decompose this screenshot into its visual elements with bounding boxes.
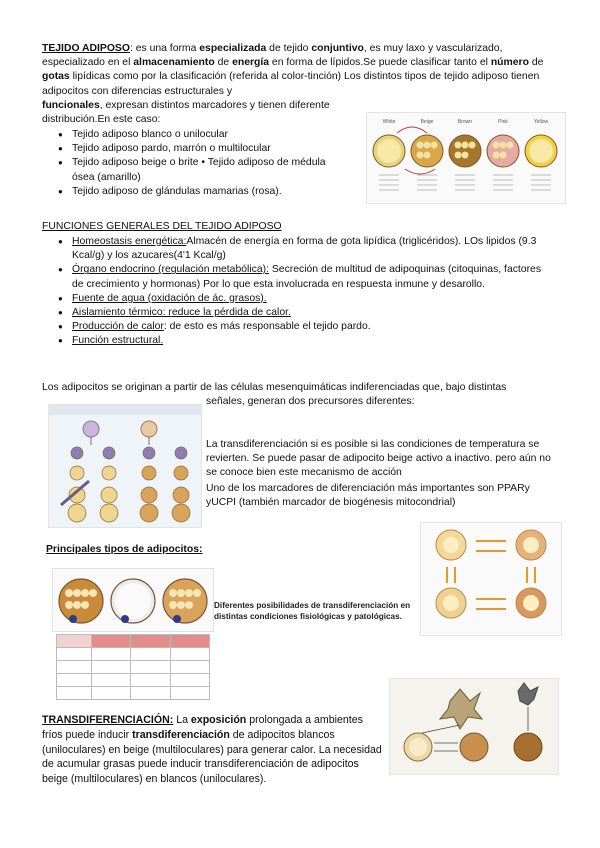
main-types-caption: Diferentes posibilidades de transdiferenciación en distintas condiciones fisiológicas y patológicas. <box>214 601 411 621</box>
cell-type-label: Beige <box>420 119 434 125</box>
list-item: ● Tejido adiposo blanco o unilocular <box>50 128 350 142</box>
adipocyte-cell <box>59 579 103 623</box>
list-item: ● Producción de calor: de esto es más responsable el tejido pardo. <box>50 320 550 334</box>
adipocyte-cell <box>163 579 207 623</box>
adipocyte-cell <box>103 447 115 459</box>
adipocyte-cell <box>460 733 488 761</box>
adipocyte-cell <box>101 487 117 503</box>
lipid-droplet <box>443 595 459 611</box>
adipocyte-cell <box>487 135 519 167</box>
adipocyte-cell <box>70 466 84 480</box>
lipid-droplet <box>81 589 89 597</box>
adipocyte-cell <box>514 733 542 761</box>
origin-paragraph-2: Uno de los marcadores de diferenciación más importantes son PPARy yUCPI (también marcador de biogénesis mitocondrial) <box>206 483 530 509</box>
adipocyte-cell <box>449 135 481 167</box>
adipocyte-cell <box>173 487 189 503</box>
lipid-droplet <box>529 139 553 163</box>
adipocyte-cell <box>68 504 86 522</box>
lipid-droplet <box>177 589 185 597</box>
intro-paragraph: TEJIDO ADIPOSO: es una forma especializada de tejido conjuntivo, es muy laxo y vascularizado, especializado en el almacenamiento de energía en forma de lípidos.Se puede clasificar tanto el número de gotas lipídicas como por la clasificación (referida al color-tinción) Los distintos tipos de tejido adiposo tienen adipocitos con diferencias estructurales y <box>42 43 544 97</box>
figure-transdiff-panel <box>420 522 562 636</box>
lipid-droplet <box>185 589 193 597</box>
comparison-table-figure <box>56 634 210 700</box>
adipocyte-cell <box>100 504 118 522</box>
arrow-icon <box>422 725 460 733</box>
adipocyte-cell <box>175 447 187 459</box>
lipid-droplet <box>424 142 431 149</box>
arrow-icon <box>405 169 435 174</box>
lipid-droplet <box>500 142 507 149</box>
list-item: ● Tejido adiposo de glándulas mamarias (rosa). <box>50 185 350 199</box>
origin-line1: Los adipocitos se originan a partir de las células mesenquimáticas indiferenciadas que, bajo distintas <box>42 382 507 393</box>
figure-adipocyte-colors <box>366 112 566 204</box>
transdiff-arrow-icon <box>447 567 455 583</box>
functions-list <box>50 235 550 349</box>
lipid-droplet <box>89 589 97 597</box>
list-item: ● Tejido adiposo pardo, marrón o multilocular <box>50 142 350 156</box>
lipid-droplet <box>169 589 177 597</box>
lipid-droplet <box>443 537 459 553</box>
lipid-droplet <box>73 589 81 597</box>
adipocyte-types-illustration <box>367 113 565 203</box>
adipocyte-cell <box>71 447 83 459</box>
adipocyte-cell <box>411 135 443 167</box>
adipocyte-cell <box>102 466 116 480</box>
adipose-types-list <box>50 128 350 199</box>
lipid-droplet <box>431 142 438 149</box>
lipid-droplet <box>493 152 500 159</box>
lipid-droplet <box>115 583 151 619</box>
lipid-droplet <box>177 601 185 609</box>
adipocyte-cell <box>140 504 158 522</box>
adipocyte-cell <box>172 504 190 522</box>
nucleus <box>173 615 181 623</box>
transdiff-panel-illustration <box>421 523 561 635</box>
adipocyte-cell <box>141 487 157 503</box>
lipid-droplet <box>169 601 177 609</box>
title-tejido-adiposo: TEJIDO ADIPOSO <box>42 43 130 54</box>
figure-three-adipocytes <box>52 568 214 632</box>
cell-type-label: Brown <box>457 119 473 125</box>
lipid-droplet <box>65 589 73 597</box>
precursor-cell <box>518 683 538 705</box>
transdiff-arrow-icon <box>527 567 535 583</box>
mesenchymal-cell <box>83 421 99 437</box>
lipid-droplet <box>424 152 431 159</box>
lipid-droplet <box>81 601 89 609</box>
adipocyte-cell <box>142 466 156 480</box>
cell-type-label: Pink <box>498 119 508 125</box>
lipid-droplet <box>455 142 462 149</box>
functions-heading: FUNCIONES GENERALES DEL TEJIDO ADIPOSO <box>42 221 282 232</box>
lipid-droplet <box>507 142 514 149</box>
lipid-droplet <box>185 601 193 609</box>
adipocyte-cell <box>143 447 155 459</box>
figure-header-bar <box>49 405 201 415</box>
nucleus <box>69 615 77 623</box>
list-item: ● Función estructural. <box>50 334 550 348</box>
lipid-droplet <box>523 595 539 611</box>
transdiff-diagram-illustration <box>390 679 558 774</box>
list-item: ● Tejido adiposo beige o brite • Tejido adiposo de médula ósea (amarillo) <box>50 156 350 184</box>
precursor-cell <box>440 689 482 729</box>
adipocyte-cell <box>174 466 188 480</box>
lipid-droplet <box>500 152 507 159</box>
intro-paragraph-cont: funcionales, expresan distintos marcadores y tienen diferente distribución.En este caso: <box>42 100 330 126</box>
main-types-heading: Principales tipos de adipocitos: <box>46 544 203 555</box>
lipid-droplet <box>462 142 469 149</box>
cell-type-label: Yellow <box>533 119 549 125</box>
transdiff-paragraph: TRANSDIFERENCIACIÓN: La exposición prolongada a ambientes fríos puede inducir transdiferenciación de adipocitos blancos (uniloculares) en beige (multiloculares) para generar calor. La necesidad de acumular grasas puede inducir transdiferenciación de adipocitos beige (multiloculares) en blancos (uniloculares). <box>42 714 382 786</box>
lipid-droplet <box>493 142 500 149</box>
cell-type-label: White <box>382 119 396 125</box>
three-adipocytes-illustration <box>53 569 213 631</box>
lipid-droplet <box>65 601 73 609</box>
nucleus <box>121 615 129 623</box>
lipid-droplet <box>462 152 469 159</box>
origin-line2: señales, generan dos precursores diferentes: <box>206 396 415 407</box>
figure-differentiation <box>48 404 202 528</box>
list-item: ● Órgano endocrino (regulación metabólica): Secreción de multitud de adipoquinas (citoquinas, factores de crecimiento y hormonas) Por lo que esta involucrada en respuesta inmune y desarollo. <box>50 263 550 291</box>
lipid-droplet <box>73 601 81 609</box>
list-item: ● Aislamiento térmico: reduce la pérdida de calor. <box>50 306 550 320</box>
lipid-droplet <box>377 139 401 163</box>
differentiation-illustration <box>49 405 201 527</box>
lipid-droplet <box>417 152 424 159</box>
lipid-droplet <box>193 589 201 597</box>
list-item: ● Homeostasis energética:Almacén de energía en forma de gota lipídica (triglicéridos). LOs lipidos (9.3 Kcal/g) y los azucares(4'1 Kcal/g) <box>50 235 550 263</box>
transdiff-arrow-icon <box>476 599 506 609</box>
transdiff-title: TRANSDIFERENCIACIÓN: <box>42 714 174 726</box>
lipid-droplet <box>409 738 427 756</box>
figure-transdiff-diagram <box>389 678 559 775</box>
transdiff-arrow-icon <box>476 541 506 551</box>
mesenchymal-cell <box>141 421 157 437</box>
lipid-droplet <box>417 142 424 149</box>
lipid-droplet <box>469 142 476 149</box>
origin-paragraph-1: La transdiferenciación si es posible si las condiciones de temperatura se revierten. Se puede pasar de adipocito beige activo a inactivo. pero aún no se conoce bien este mecanismo de acción <box>206 439 551 479</box>
lipid-droplet <box>455 152 462 159</box>
lipid-droplet <box>523 537 539 553</box>
arrow-icon <box>397 127 427 133</box>
list-item: ● Fuente de agua (oxidación de ác. grasos). <box>50 292 550 306</box>
